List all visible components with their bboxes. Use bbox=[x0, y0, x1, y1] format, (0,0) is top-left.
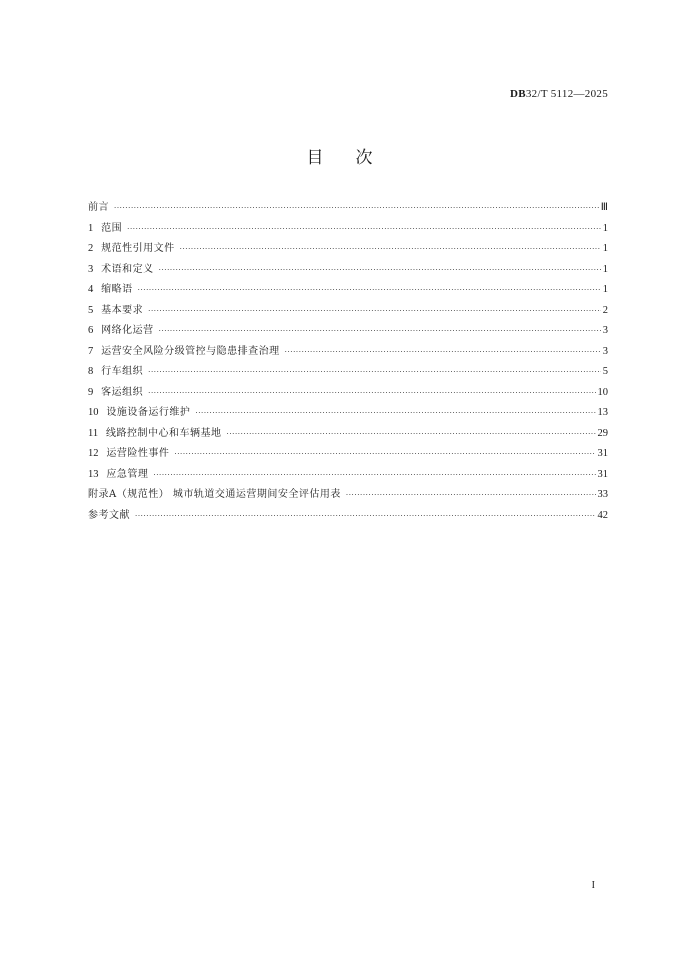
toc-entry-page: 42 bbox=[597, 509, 608, 521]
toc-entry-label: 规范性引用文件 bbox=[101, 243, 175, 254]
toc-leader-dots bbox=[159, 260, 601, 281]
page-title bbox=[0, 143, 681, 168]
toc-entry-number: 3 bbox=[88, 263, 102, 275]
toc-leader-dots bbox=[138, 280, 601, 301]
toc-leader-dots bbox=[114, 198, 599, 219]
toc-leader-dots bbox=[227, 424, 596, 445]
toc-entry-number: 11 bbox=[88, 427, 106, 439]
toc-leader-dots bbox=[174, 444, 595, 465]
toc-entry[interactable] bbox=[88, 444, 608, 465]
toc-entry[interactable] bbox=[88, 239, 608, 260]
toc-entry-number: 6 bbox=[88, 325, 102, 336]
toc-leader-dots bbox=[135, 506, 596, 527]
toc-entry-number: 10 bbox=[88, 407, 107, 418]
toc-entry-label: 范围 bbox=[101, 222, 123, 234]
toc-entry-label: 附录A（规范性） 城市轨道交通运营期间安全评估用表 bbox=[88, 489, 341, 500]
toc-entry[interactable] bbox=[88, 506, 608, 527]
toc-entry[interactable] bbox=[88, 383, 608, 404]
toc-entry-label: 行车组织 bbox=[101, 366, 144, 377]
toc-entry[interactable] bbox=[88, 424, 608, 445]
toc-entry-page: 2 bbox=[602, 304, 608, 316]
toc-entry-page: 31 bbox=[597, 468, 608, 480]
toc-entry-number: 2 bbox=[88, 243, 102, 254]
toc-leader-dots bbox=[148, 362, 601, 383]
toc-entry[interactable] bbox=[88, 198, 608, 219]
toc-entry-page: 5 bbox=[602, 366, 608, 377]
toc-entry-label: 客运组织 bbox=[101, 386, 144, 398]
toc-entry-page: Ⅲ bbox=[600, 202, 608, 213]
toc-entry-number: 1 bbox=[88, 222, 102, 234]
toc-leader-dots bbox=[346, 485, 596, 506]
toc-entry-label: 前言 bbox=[88, 202, 109, 213]
standard-code-number: 32/T 5112—2025 bbox=[525, 88, 608, 100]
toc-entry-page: 31 bbox=[597, 448, 608, 459]
toc-entry-label: 设施设备运行维护 bbox=[106, 407, 191, 418]
toc-entry[interactable] bbox=[88, 280, 608, 301]
toc-entry-number: 7 bbox=[88, 345, 102, 357]
toc-entry-label: 运营险性事件 bbox=[106, 448, 170, 459]
toc-entry-page: 1 bbox=[602, 263, 608, 275]
toc-leader-dots bbox=[159, 321, 601, 342]
toc-leader-dots bbox=[148, 301, 601, 322]
toc-entry-label: 运营安全风险分级管控与隐患排查治理 bbox=[101, 345, 280, 357]
toc-entry[interactable] bbox=[88, 321, 608, 342]
toc-entry-number: 4 bbox=[88, 284, 102, 295]
toc-entry-page: 1 bbox=[602, 222, 608, 234]
toc-entry-label: 基本要求 bbox=[101, 304, 144, 316]
toc-entry-page: 3 bbox=[602, 345, 608, 357]
toc-entry[interactable] bbox=[88, 485, 608, 506]
table-of-contents bbox=[88, 198, 608, 526]
standard-code-prefix: DB bbox=[509, 88, 526, 100]
toc-entry-label: 缩略语 bbox=[101, 284, 133, 295]
toc-leader-dots bbox=[127, 219, 601, 240]
toc-entry-label: 参考文献 bbox=[88, 509, 130, 521]
toc-entry-label: 网络化运营 bbox=[101, 325, 154, 336]
toc-leader-dots bbox=[285, 342, 601, 363]
toc-entry-label: 线路控制中心和车辆基地 bbox=[106, 427, 222, 439]
title-char-2: 次 bbox=[355, 148, 375, 168]
toc-leader-dots bbox=[180, 239, 601, 260]
standard-code bbox=[510, 88, 608, 100]
toc-leader-dots bbox=[148, 383, 595, 404]
toc-leader-dots bbox=[195, 403, 595, 424]
toc-entry[interactable] bbox=[88, 219, 608, 240]
toc-entry-number: 13 bbox=[88, 468, 107, 480]
toc-entry-label: 应急管理 bbox=[106, 468, 149, 480]
toc-entry[interactable] bbox=[88, 362, 608, 383]
toc-entry-page: 3 bbox=[602, 325, 608, 336]
toc-entry-number: 8 bbox=[88, 366, 102, 377]
toc-entry-page: 13 bbox=[597, 407, 608, 418]
toc-entry[interactable] bbox=[88, 465, 608, 486]
footer-page-number: I bbox=[591, 880, 595, 891]
toc-entry-page: 33 bbox=[597, 489, 608, 500]
toc-entry-number: 12 bbox=[88, 448, 107, 459]
toc-entry-page: 1 bbox=[602, 243, 608, 254]
toc-leader-dots bbox=[153, 465, 595, 486]
toc-entry[interactable] bbox=[88, 301, 608, 322]
toc-entry[interactable] bbox=[88, 403, 608, 424]
toc-entry-page: 1 bbox=[602, 284, 608, 295]
toc-entry[interactable] bbox=[88, 260, 608, 281]
toc-entry-page: 29 bbox=[597, 427, 608, 439]
toc-entry-number: 5 bbox=[88, 304, 102, 316]
toc-entry[interactable] bbox=[88, 342, 608, 363]
title-char-1: 目 bbox=[306, 148, 326, 168]
toc-entry-label: 术语和定义 bbox=[101, 263, 154, 275]
toc-entry-page: 10 bbox=[597, 386, 608, 398]
toc-entry-number: 9 bbox=[88, 386, 102, 398]
